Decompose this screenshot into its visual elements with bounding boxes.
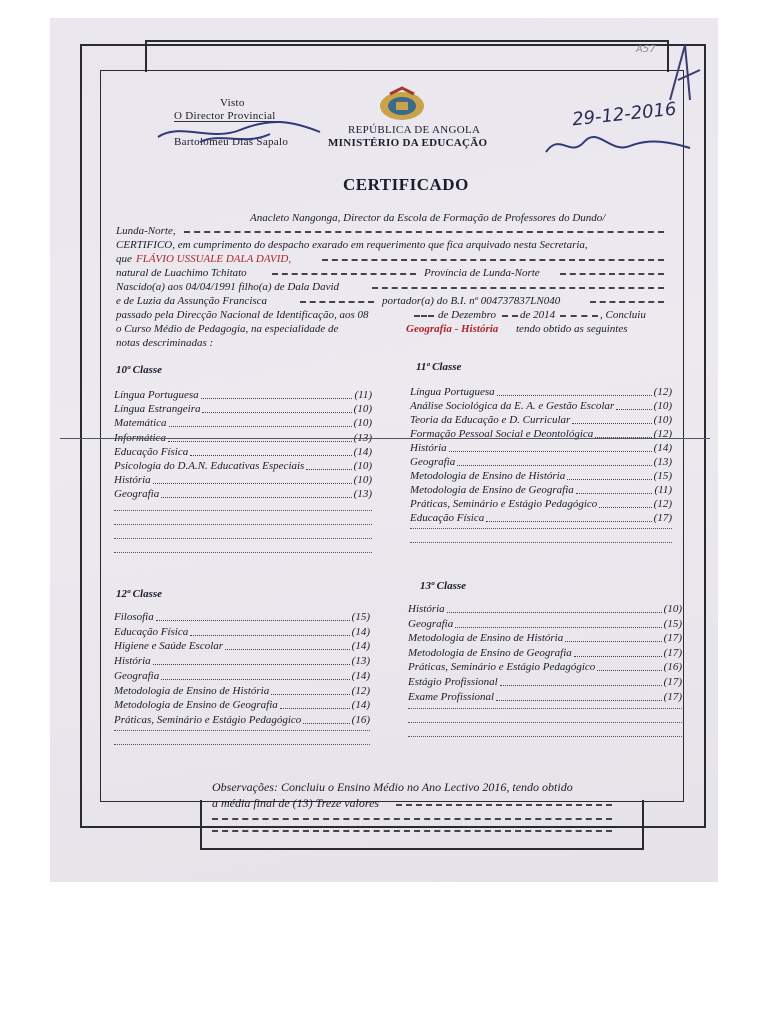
subject-grade: (12)	[653, 386, 672, 398]
subject-name: Matemática	[114, 417, 167, 430]
body-line-5b: Província de Lunda-Norte	[424, 267, 540, 279]
blank-dotted-line	[408, 708, 682, 709]
subject-grade: (11)	[354, 389, 372, 401]
dot-leader	[616, 400, 651, 410]
subject-grade: (15)	[653, 470, 672, 482]
subject-name: Análise Sociológica da E. A. e Gestão Escolar	[410, 400, 615, 412]
certificate-title: CERTIFICADO	[343, 175, 469, 194]
dot-leader	[156, 611, 350, 621]
subject-grade: (17)	[663, 646, 682, 659]
dot-leader	[168, 432, 352, 442]
grade-row	[114, 460, 372, 472]
subject-name: Língua Portuguesa	[114, 389, 199, 401]
right-signature	[540, 128, 700, 164]
grade-row	[408, 603, 682, 615]
grade-row	[410, 386, 672, 398]
grade-row	[410, 400, 672, 412]
subject-name: Práticas, Seminário e Estágio Pedagógico	[114, 713, 302, 726]
blank-dotted-line	[410, 528, 672, 529]
dot-leader	[201, 389, 353, 399]
corner-note: A57	[636, 44, 656, 55]
fill-dashes	[396, 804, 612, 806]
subject-name: Língua Estrangeira	[114, 403, 201, 416]
blank-dotted-line	[114, 730, 370, 731]
subject-grade: (13)	[351, 655, 370, 668]
subject-grade: (14)	[351, 699, 370, 712]
subject-name: Metodologia de Ensino de História	[114, 684, 270, 697]
subject-name: Formação Pessoal Social e Deontológica	[410, 428, 594, 440]
fill-dashes	[502, 315, 518, 317]
dot-leader	[455, 618, 661, 628]
grade-row	[114, 389, 372, 401]
student-name: FLÁVIO USSUALE DALA DAVID,	[136, 253, 292, 265]
grade-row	[410, 442, 672, 454]
body-line-10: notas descriminadas :	[116, 337, 214, 349]
blank-dotted-line	[410, 542, 672, 543]
dot-leader	[303, 714, 349, 724]
grade-row	[114, 611, 370, 623]
grade-row	[408, 632, 682, 644]
subject-grade: (17)	[663, 676, 682, 688]
body-line-9b: tendo obtido as seguintes	[516, 323, 628, 335]
grade-row	[410, 512, 672, 524]
dot-leader	[486, 512, 651, 522]
subject-name: Metodologia de Ensino de História	[410, 470, 566, 482]
blank-dotted-line	[408, 722, 682, 723]
subject-name: Informática	[114, 431, 166, 444]
observations-line-1: Observações: Concluiu o Ensino Médio no Ano Lectivo 2016, tendo obtido	[212, 780, 573, 794]
subject-grade: (10)	[353, 460, 372, 472]
dot-leader	[190, 446, 351, 456]
body-line-4-prefix: que	[116, 253, 132, 265]
body-line-7b: portador(a) do B.I. nº 004737837LN040	[382, 295, 561, 307]
angola-emblem-icon	[376, 86, 428, 122]
dot-leader	[447, 603, 662, 613]
fold-line	[60, 438, 710, 439]
blank-dotted-line	[114, 744, 370, 745]
dot-leader	[271, 685, 349, 695]
grade-row	[408, 676, 682, 688]
subject-grade: (14)	[653, 442, 672, 454]
dot-leader	[153, 474, 352, 484]
ministry-label: MINISTÉRIO DA EDUCAÇÃO	[328, 137, 488, 149]
dot-leader	[306, 460, 351, 470]
subject-grade: (10)	[653, 400, 672, 412]
fill-dashes	[590, 301, 664, 303]
blank-dotted-line	[114, 524, 372, 525]
subject-grade: (10)	[353, 474, 372, 487]
fill-dashes	[414, 315, 434, 317]
subject-name: Educação Física	[114, 625, 189, 638]
subject-name: Língua Portuguesa	[410, 386, 495, 398]
fill-dashes	[184, 231, 664, 233]
dot-leader	[572, 414, 651, 424]
subject-grade: (14)	[351, 625, 370, 638]
body-line-9a: o Curso Médio de Pedagogia, na especialidade de	[116, 323, 339, 335]
subject-grade: (17)	[663, 632, 682, 645]
grade-row	[410, 470, 672, 482]
subject-name: História	[408, 603, 445, 615]
grade-row	[114, 670, 370, 682]
dot-leader	[500, 676, 662, 686]
class-13-title: 13ª Classe	[420, 580, 467, 592]
subject-grade: (13)	[353, 431, 372, 444]
director-title: O Director Provincial	[174, 110, 276, 122]
grade-row	[114, 655, 370, 667]
blank-dotted-line	[114, 510, 372, 511]
grade-row	[408, 647, 682, 659]
subject-grade: (17)	[663, 690, 682, 703]
subject-name: Educação Física	[114, 445, 189, 458]
subject-grade: (16)	[663, 661, 682, 674]
fill-dashes	[300, 301, 374, 303]
subject-grade: (10)	[663, 603, 682, 615]
subject-name: Exame Profissional	[408, 690, 495, 703]
dot-leader	[567, 470, 651, 480]
fill-dashes	[272, 273, 416, 275]
fill-dashes	[372, 287, 664, 289]
dot-leader	[574, 647, 662, 657]
dot-leader	[161, 488, 351, 498]
subject-name: Geografia	[114, 669, 160, 682]
grade-row	[410, 456, 672, 468]
grade-row	[410, 484, 672, 496]
specialty: Geografia - História	[406, 323, 499, 335]
grade-row	[114, 403, 372, 415]
subject-name: Metodologia de Ensino de Geografia	[114, 699, 278, 712]
subject-grade: (10)	[653, 414, 672, 426]
dot-leader	[169, 417, 352, 427]
subject-grade: (14)	[353, 445, 372, 458]
body-line-8d: , Concluiu	[600, 309, 646, 321]
director-name: Bartolomeu Dias Sapalo	[174, 136, 289, 148]
dot-leader	[597, 661, 661, 671]
class-10-title: 10ª Classe	[116, 364, 163, 376]
dot-leader	[497, 386, 652, 396]
body-line-5a: natural de Luachimo Tchitato	[116, 267, 247, 279]
subject-grade: (17)	[653, 512, 672, 524]
observations-line-2: a média final de (13) Treze valores	[212, 796, 380, 810]
subject-grade: (12)	[653, 498, 672, 510]
subject-name: História	[114, 474, 151, 487]
dot-leader	[496, 691, 662, 701]
subject-grade: (16)	[351, 713, 370, 726]
body-line-8c: de 2014	[520, 309, 556, 321]
dot-leader	[202, 403, 351, 413]
republic-label: REPÚBLICA DE ANGOLA	[348, 124, 481, 136]
subject-name: Higiene e Saúde Escolar	[114, 640, 224, 653]
subject-grade: (13)	[653, 456, 672, 468]
dot-leader	[449, 442, 652, 452]
grade-row	[410, 414, 672, 426]
dot-leader	[153, 655, 350, 665]
subject-name: Práticas, Seminário e Estágio Pedagógico	[410, 498, 598, 510]
subject-name: Práticas, Seminário e Estágio Pedagógico	[408, 661, 596, 674]
subject-name: Geografia	[410, 456, 456, 468]
subject-grade: (12)	[351, 684, 370, 697]
grade-row	[410, 498, 672, 510]
subject-name: História	[114, 655, 151, 668]
grade-row	[408, 661, 682, 673]
dot-leader	[280, 699, 350, 709]
grade-row	[114, 417, 372, 429]
grade-row	[114, 714, 370, 726]
blank-dotted-line	[114, 552, 372, 553]
subject-name: Geografia	[408, 617, 454, 630]
dot-leader	[595, 428, 651, 438]
director-signature	[150, 112, 330, 152]
blank-dotted-line	[114, 538, 372, 539]
subject-grade: (10)	[353, 417, 372, 430]
class-11-title: 11ª Classe	[416, 361, 462, 373]
subject-grade: (12)	[653, 428, 672, 440]
body-line-6: Nascido(a) aos 04/04/1991 filho(a) de Dala David	[116, 281, 340, 293]
dot-leader	[576, 484, 653, 494]
subject-grade: (11)	[654, 484, 672, 496]
subject-name: Estágio Profissional	[408, 676, 498, 688]
dot-leader	[225, 640, 350, 650]
subject-name: Metodologia de Ensino de Geografia	[408, 646, 572, 659]
body-line-8b: de Dezembro	[438, 309, 496, 321]
dot-leader	[190, 626, 349, 636]
grade-row	[114, 446, 372, 458]
dot-leader	[161, 670, 349, 680]
grade-row	[114, 640, 370, 652]
grade-row	[114, 488, 372, 500]
dot-leader	[457, 456, 651, 466]
subject-grade: (14)	[351, 669, 370, 682]
blank-dotted-line	[408, 736, 682, 737]
subject-name: Metodologia de Ensino de Geografia	[410, 484, 574, 496]
grade-row	[408, 618, 682, 630]
grade-row	[114, 685, 370, 697]
fill-dashes	[560, 315, 598, 317]
body-line-1: Anacleto Nangonga, Director da Escola de Formação de Professores do Dundo/	[250, 212, 606, 224]
grade-row	[114, 626, 370, 638]
subject-grade: (13)	[353, 488, 372, 501]
grade-row	[408, 691, 682, 703]
subject-name: Educação Física	[410, 512, 485, 524]
body-line-8: passado pela Direcção Nacional de Identificação, aos 08	[116, 309, 369, 321]
class-12-title: 12ª Classe	[116, 588, 163, 600]
dot-leader	[565, 632, 661, 642]
grade-row	[114, 474, 372, 486]
subject-grade: (15)	[351, 611, 370, 623]
body-line-3: CERTIFICO, em cumprimento do despacho exarado em requerimento que fica arquivado nesta Secretaria,	[116, 239, 588, 251]
body-line-2: Lunda-Norte,	[116, 225, 176, 237]
subject-name: Metodologia de Ensino de História	[408, 632, 564, 645]
subject-grade: (14)	[351, 640, 370, 653]
subject-name: Psicologia do D.A.N. Educativas Especiais	[114, 460, 305, 472]
dot-leader	[599, 498, 651, 508]
fill-dashes	[212, 818, 612, 820]
subject-grade: (15)	[663, 617, 682, 630]
subject-name: História	[410, 442, 447, 454]
subject-name: Geografia	[114, 488, 160, 501]
subject-grade: (10)	[353, 403, 372, 416]
fill-dashes	[212, 830, 612, 832]
fill-dashes	[322, 259, 664, 261]
fill-dashes	[560, 273, 664, 275]
visto-label: Visto	[220, 97, 245, 109]
body-line-7a: e de Luzia da Assunção Francisca	[116, 295, 268, 307]
handwritten-date: 29-12-2016	[571, 98, 678, 131]
grade-row	[114, 699, 370, 711]
subject-name: Teoria da Educação e D. Curricular	[410, 414, 571, 426]
subject-name: Filosofia	[114, 611, 154, 623]
